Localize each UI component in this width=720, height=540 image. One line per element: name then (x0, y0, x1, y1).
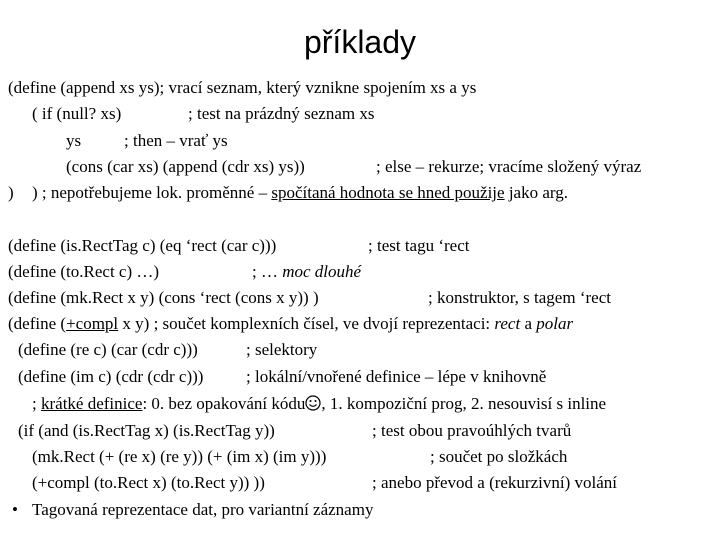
underlined-phrase: spočítaná hodnota se hned použije (271, 183, 505, 202)
append-line-4-code: (cons (car xs) (append (cdr xs) ys)) (66, 157, 305, 176)
if-and-comment: ; test obou pravoúhlých tvarů (372, 421, 572, 440)
compl-call-comment: ; anebo převod a (rekurzivní) volání (372, 473, 617, 492)
def-to-rect-comment: ; … moc dlouhé (252, 262, 362, 281)
smiley-face-icon (305, 395, 321, 411)
bullet-marker: • (12, 500, 18, 519)
append-line-3-code: ys (66, 131, 82, 150)
compl-call-code: (+compl (to.Rect x) (to.Rect y)) )) (32, 473, 265, 492)
mk-rect-call-code: (mk.Rect (+ (re x) (re y)) (+ (im x) (im y))) (32, 447, 327, 466)
def-im-comment: ; lokální/vnořené definice – lépe v knihovně (246, 367, 547, 386)
bullet-text: Tagovaná reprezentace dat, pro variantní záznamy (32, 500, 374, 519)
append-line-2-code: ( if (null? xs) (32, 104, 122, 123)
page-title: příklady (303, 24, 417, 60)
def-re-comment: ; selektory (246, 340, 318, 359)
append-line-5-paren: ) (8, 183, 14, 202)
def-mk-rect-comment: ; konstruktor, s tagem ‘rect (428, 288, 611, 307)
short-definitions-line: ; krátké definice: 0. bez opakování kódu , 1. kompoziční prog, 2. nesouvisí s inline (32, 394, 607, 413)
def-re-code: (define (re c) (car (cdr c))) (18, 340, 198, 359)
def-is-rect-tag-code: (define (is.RectTag c) (eq ‘rect (car c))) (8, 236, 277, 255)
append-line-1: (define (append xs ys); vrací seznam, který vznikne spojením xs a ys (8, 78, 477, 97)
append-line-3-comment: ; then – vrať ys (124, 131, 228, 150)
def-mk-rect-code: (define (mk.Rect x y) (cons ‘rect (cons x y)) ) (8, 288, 319, 307)
def-im-code: (define (im c) (cdr (cdr c))) (18, 367, 204, 386)
def-to-rect-code: (define (to.Rect c) …) (8, 262, 160, 281)
mk-rect-call-comment: ; součet po složkách (430, 447, 568, 466)
append-line-4-comment: ; else – rekurze; vracíme složený výraz (376, 157, 642, 176)
def-compl-line: (define (+compl x y) ; součet komplexních čísel, ve dvojí reprezentaci: rect a polar (8, 314, 574, 333)
def-is-rect-tag-comment: ; test tagu ‘rect (368, 236, 470, 255)
append-line-2-comment: ; test na prázdný seznam xs (188, 104, 375, 123)
if-and-code: (if (and (is.RectTag x) (is.RectTag y)) (18, 421, 275, 440)
append-line-5: ) ; nepotřebujeme lok. proměnné – spočítaná hodnota se hned použije jako arg. (32, 183, 568, 202)
